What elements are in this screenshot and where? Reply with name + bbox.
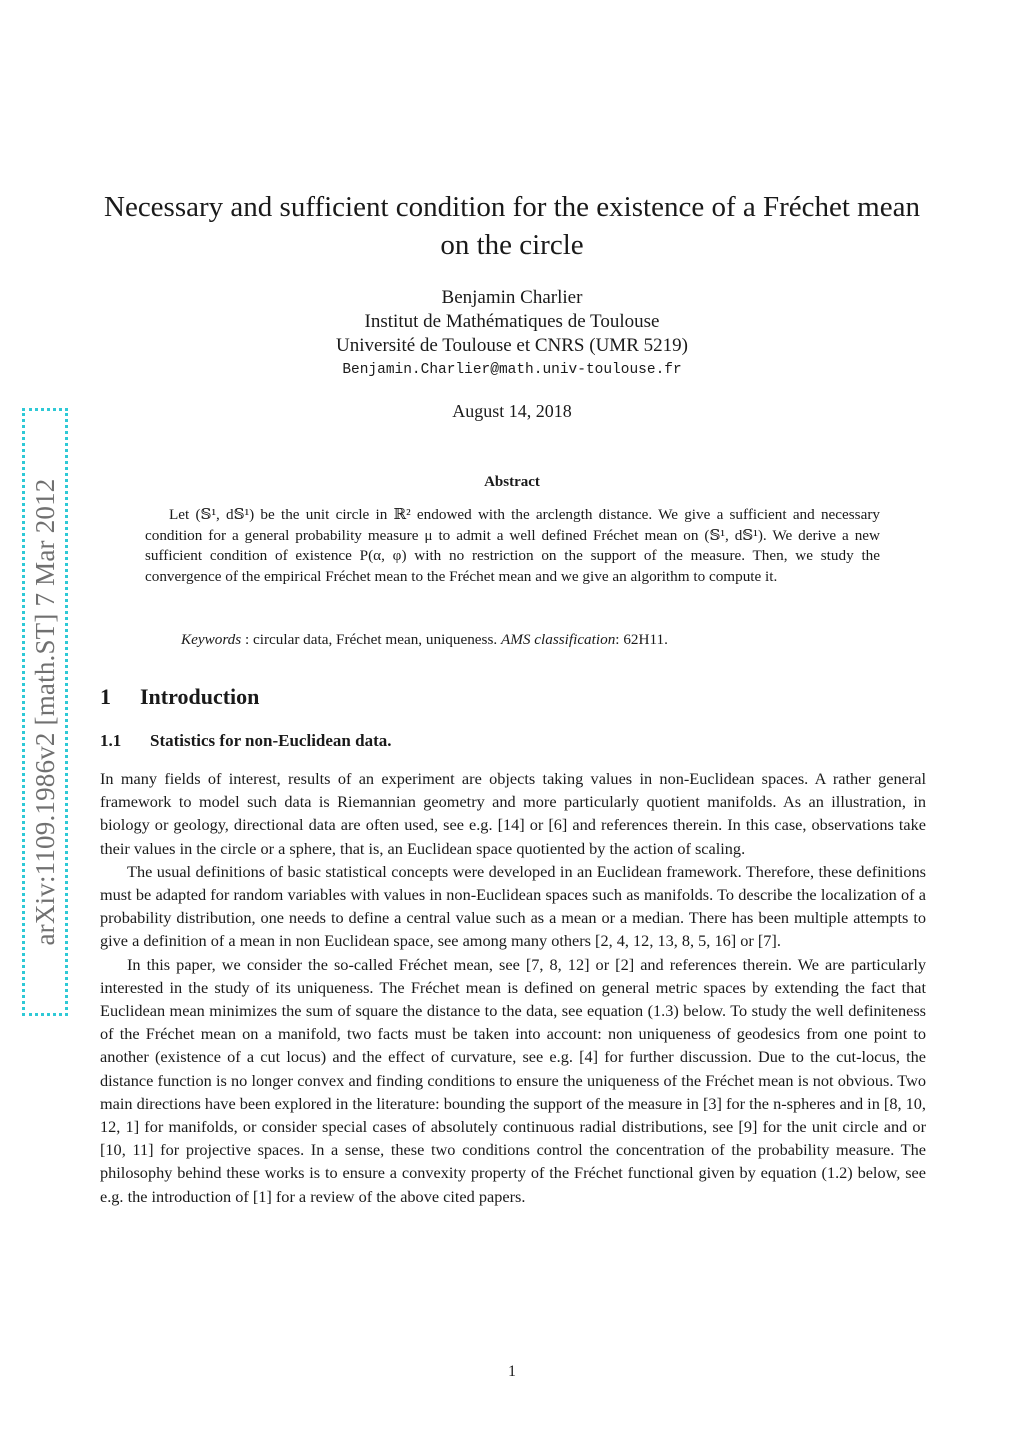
author-university: Université de Toulouse et CNRS (UMR 5219)	[336, 335, 688, 356]
keywords-line	[145, 631, 880, 649]
subsection-title: Statistics for non-Euclidean data.	[150, 731, 392, 750]
paper-date: August 14, 2018	[452, 401, 572, 421]
abstract-heading: Abstract	[484, 474, 540, 490]
section-heading-introduction	[100, 684, 259, 710]
subsection-number: 1.1	[100, 731, 122, 750]
author-institute: Institut de Mathématiques de Toulouse	[364, 311, 660, 332]
arxiv-identifier[interactable]: arXiv:1109.1986v2 [math.ST] 7 Mar 2012	[30, 478, 60, 946]
keywords-label: Keywords	[181, 631, 242, 648]
page-number: 1	[508, 1363, 516, 1380]
section-title: Introduction	[140, 684, 260, 709]
author-email[interactable]: Benjamin.Charlier@math.univ-toulouse.fr	[342, 362, 682, 378]
paragraph-2: The usual definitions of basic statistical concepts were developed in an Euclidean framework. Therefore, these definitions must be adapted for random variables with values in non-Euclidean spaces such as manifolds. To describe the localization of a probability distribution, one needs to define a central value such as a mean or a median. There has been multiple attempts to give a definition of a mean in non Euclidean space, see among many others [2, 4, 12, 13, 8, 5, 16] or [7].	[100, 861, 926, 951]
paragraph-3: In this paper, we consider the so-called Fréchet mean, see [7, 8, 12] or [2] and references therein. We are particularly interested in the study of its uniqueness. The Fréchet mean is defined on general metric spaces by extending the fact that Euclidean mean minimizes the sum of square the distance to the data, see equation (1.3) below. To study the well definiteness of the Fréchet mean on a manifold, two facts must be taken into account: non uniqueness of geodesics from one point to another (existence of a cut locus) and the effect of curvature, see e.g. [4] for further discussion. Due to the cut-locus, the distance function is no longer convex and finding conditions to ensure the uniqueness of the Fréchet mean is not obvious. Two main directions have been explored in the literature: bounding the support of the measure in [3] for the n-spheres and in [8, 10, 12, 1] for manifolds, or consider special cases of absolutely continuous radial distributions, see [9] for the unit circle and or [10, 11] for projective spaces. In a sense, these two conditions control the concentration of the probability measure. The philosophy behind these works is to ensure a convexity property of the Fréchet functional given by equation (1.2) below, see e.g. the introduction of [1] for a review of the above cited papers.	[100, 954, 926, 1206]
paragraph-1: In many fields of interest, results of an experiment are objects taking values in non-Euclidean spaces. A rather general framework to model such data is Riemannian geometry and more particularly quotient manifolds. As an illustration, in biology or geology, directional data are often used, see e.g. [14] or [6] and references therein. In this case, observations take their values in the circle or a sphere, that is, an Euclidean space quotiented by the action of scaling.	[100, 769, 926, 858]
body-text	[100, 767, 926, 1208]
section-number: 1	[100, 684, 111, 709]
author-block	[112, 286, 912, 382]
ams-classification-value: : 62H11.	[615, 631, 668, 648]
ams-classification-label: AMS classification	[500, 631, 616, 648]
abstract-text: Let (𝕊¹, d𝕊¹) be the unit circle in ℝ² endowed with the arclength distance. We give a sufficient and necessary condition for a general probability measure μ to admit a well defined Fréchet mean on (𝕊¹, d𝕊¹). We derive a new sufficient condition of existence P(α, φ) with no restriction on the support of the measure. Then, we study the convergence of the empirical Fréchet mean to the Fréchet mean and we give an algorithm to compute it.	[145, 506, 880, 585]
title-line-2: on the circle	[440, 229, 584, 261]
author-name: Benjamin Charlier	[441, 287, 583, 308]
title-line-1: Necessary and sufficient condition for the existence of a Fréchet mean	[104, 191, 920, 223]
subsection-heading-statistics	[100, 731, 392, 751]
keywords-text: : circular data, Fréchet mean, uniqueness.	[241, 631, 501, 648]
paper-title	[80, 188, 944, 264]
